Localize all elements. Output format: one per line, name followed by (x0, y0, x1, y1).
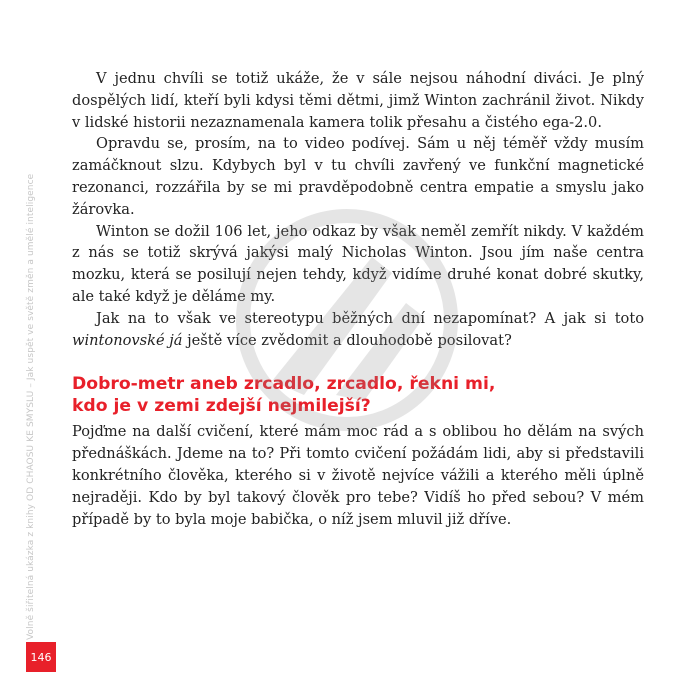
question-text-start: Jak na to však ve stereotypu běžných dní nezapomínat? A jak si toto (96, 309, 644, 327)
paragraph: Pojďme na další cvičení, které mám moc rád a s oblibou ho dělám na svých přednáškách. Jdeme na to? Při tomto cvičení požádám lidi, aby si představili konkrétního člověka, kterého si v životě nejvíce vážili a kterého měli úplně nejraději. Kdo by byl takový člověk pro tebe? Vidíš ho před sebou? V mém případě by to byla moje babička, o níž jsem mluvil již dříve. (72, 423, 644, 528)
section-heading (72, 373, 644, 417)
question-italic-term: wintonovské já (72, 331, 183, 349)
paragraph: Winton se dožil 106 let, jeho odkaz by však neměl zemřít nikdy. V každém z nás se totiž skrývá jakýsi malý Nicholas Winton. Jsou jím naše centra mozku, která se posilují nejen tehdy, když vidíme druhé konat dobré skutky, ale také když je děláme my. (72, 222, 644, 305)
paragraph: Opravdu se, prosím, na to video podívej. Sám u něj téměř vždy musím zamáčknout slzu. Kdybych byl v tu chvíli zavřený ve funkční magnetické rezonanci, rozzářila by se mi pravděpodobně centra empatie a smyslu jako žárovka. (72, 135, 644, 218)
section-heading-line-1: Dobro-metr aneb zrcadlo, zrcadlo, řekni mi, (72, 374, 496, 395)
main-text (72, 68, 644, 530)
sidebar-copyright-note: Volně šiřitelná ukázka z knihy OD CHAOSU KE SMYSLU – Jak uspět ve světě změn a umělé inteligence (26, 173, 36, 640)
section-heading-line-2: kdo je v zemi zdejší nejmilejší? (72, 396, 371, 417)
page-number: 146 (26, 642, 56, 672)
paragraph: V jednu chvíli se totiž ukáže, že v sále nejsou náhodní diváci. Je plný dospělých lidí, kteří byli kdysi těmi dětmi, jimž Winton zachránil život. Nikdy v lidské historii nezaznamenala kamera tolik přesahu a čistého ega-2.0. (72, 70, 644, 131)
paragraph-question (72, 308, 644, 352)
question-text-end: ještě více zvědomit a dlouhodobě posilovat? (182, 331, 512, 349)
